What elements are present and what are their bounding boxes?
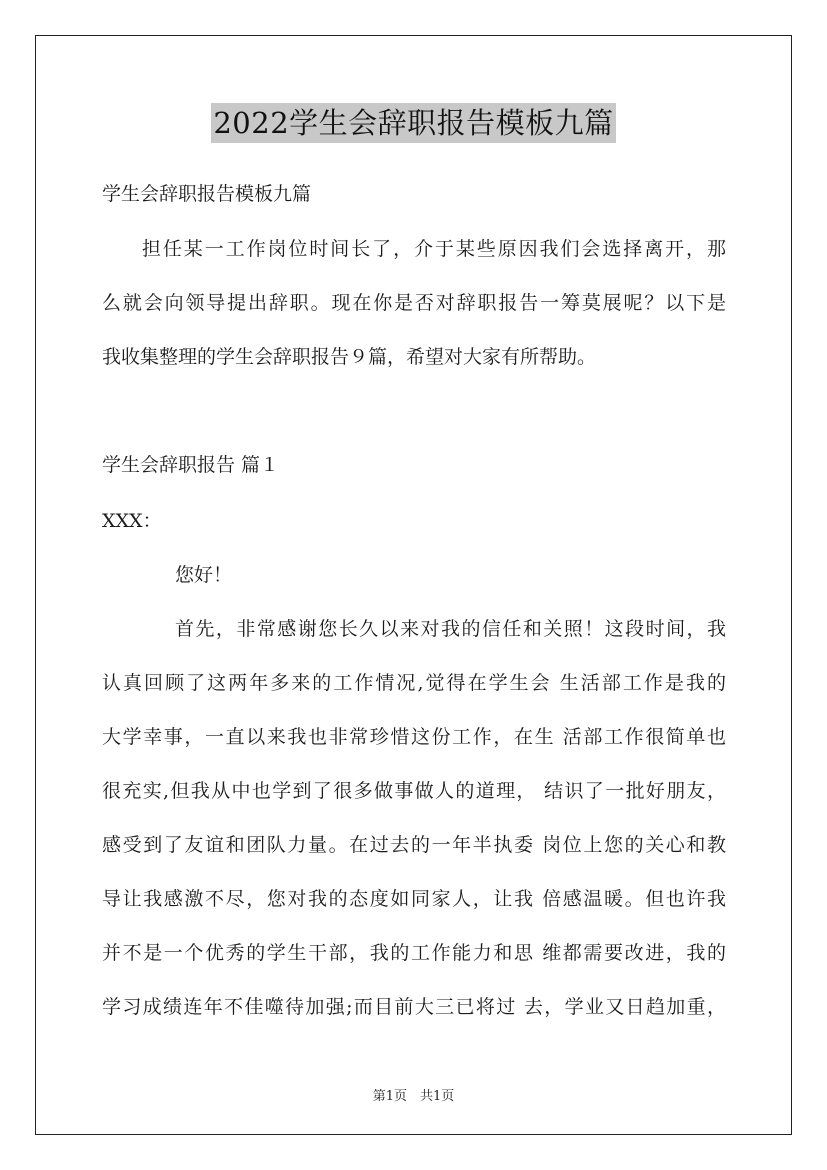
section-heading: 学生会辞职报告 篇１ bbox=[102, 454, 280, 476]
letter-line-3: 大学幸事，一直以来我也非常珍惜这份工作，在生 活部工作很简单也 bbox=[102, 726, 726, 748]
intro-line-3: 我收集整理的学生会辞职报告９篇，希望对大家有所帮助。 bbox=[102, 346, 597, 368]
letter-line-2: 认真回顾了这两年多来的工作情况,觉得在学生会 生活部工作是我的 bbox=[102, 672, 726, 694]
title-container bbox=[0, 103, 827, 143]
letter-line-7: 并不是一个优秀的学生干部，我的工作能力和思 维都需要改进，我的 bbox=[102, 942, 726, 964]
document-title: 2022学生会辞职报告模板九篇 bbox=[211, 103, 615, 143]
intro-line-1: 担任某一工作岗位时间长了，介于某些原因我们会选择离开，那 bbox=[140, 238, 726, 260]
letter-line-1: 首先，非常感谢您长久以来对我的信任和关照！这段时间，我 bbox=[175, 618, 726, 640]
letter-line-4: 很充实,但我从中也学到了很多做事做人的道理， 结识了一批好朋友， bbox=[102, 780, 726, 802]
intro-line-2: 么就会向领导提出辞职。现在你是否对辞职报告一筹莫展呢？以下是 bbox=[102, 292, 726, 314]
document-subtitle: 学生会辞职报告模板九篇 bbox=[102, 183, 312, 205]
greeting: 您好！ bbox=[175, 564, 233, 586]
letter-line-8: 学习成绩连年不佳噬待加强;而目前大三已将过 去，学业又日趋加重， bbox=[102, 996, 726, 1018]
letter-line-5: 感受到了友谊和团队力量。在过去的一年半执委 岗位上您的关心和教 bbox=[102, 834, 726, 856]
letter-line-6: 导让我感激不尽，您对我的态度如同家人，让我 倍感温暖。但也许我 bbox=[102, 888, 726, 910]
page-number: 第1页 共1页 bbox=[372, 1089, 455, 1104]
salutation: XXX： bbox=[102, 510, 162, 532]
